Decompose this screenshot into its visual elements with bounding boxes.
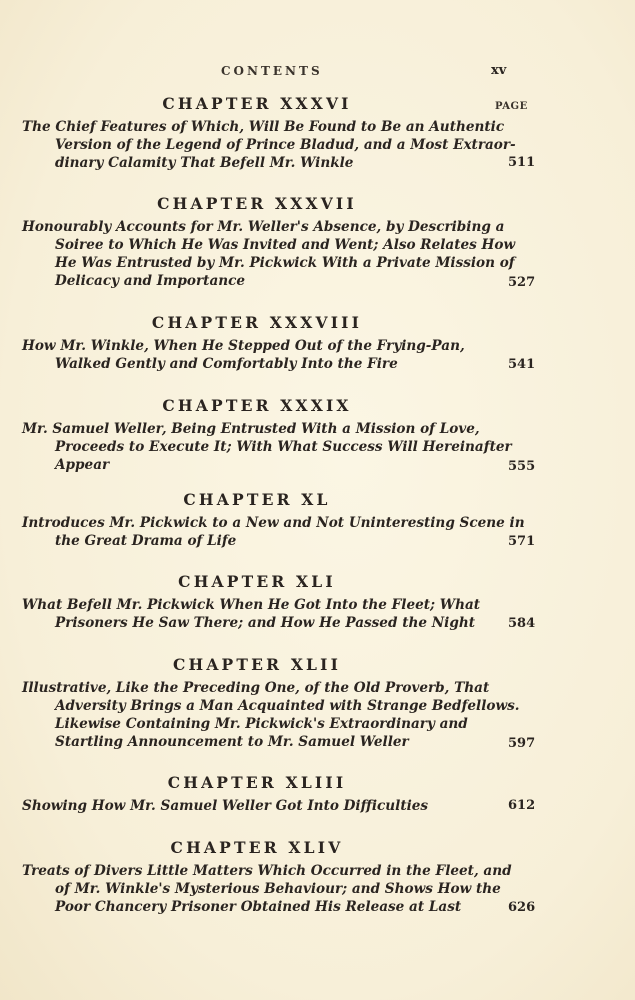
description-line: Appear xyxy=(55,457,110,473)
description-line: Delicacy and Importance xyxy=(55,273,246,289)
description-line: Proceeds to Execute It; With What Success Will Hereinafter xyxy=(55,439,512,455)
description-line: What Befell Mr. Pickwick When He Got Into the Fleet; What xyxy=(22,597,481,613)
chapter-description xyxy=(22,797,492,815)
description-line: Showing How Mr. Samuel Weller Got Into Difficulties xyxy=(22,798,429,814)
description-line: He Was Entrusted by Mr. Pickwick With a Private Mission of xyxy=(55,255,515,271)
chapter-entry-43 xyxy=(22,773,622,815)
chapter-description xyxy=(22,862,512,916)
chapter-page-number: 584 xyxy=(508,616,536,631)
chapter-heading: CHAPTER XXXVI xyxy=(162,94,352,113)
chapter-description xyxy=(22,118,516,172)
chapter-heading: CHAPTER XLI xyxy=(178,572,336,591)
chapter-page-number: 597 xyxy=(508,736,536,751)
chapter-entry-42 xyxy=(22,655,622,751)
description-line: Soiree to Which He Was Invited and Went; Also Relates How xyxy=(55,237,516,253)
description-line: Illustrative, Like the Preceding One, of the Old Proverb, That xyxy=(22,680,490,696)
chapter-page-number: 626 xyxy=(508,900,536,915)
description-line: The Chief Features of Which, Will Be Found to Be an Authentic xyxy=(22,119,505,135)
description-line: Poor Chancery Prisoner Obtained His Release at Last xyxy=(55,899,462,915)
chapter-heading: CHAPTER XXXIX xyxy=(162,396,352,415)
description-line: How Mr. Winkle, When He Stepped Out of the Frying-Pan, xyxy=(22,338,465,354)
description-line: Prisoners He Saw There; and How He Passed the Night xyxy=(55,615,475,631)
page-column-label: PAGE xyxy=(495,101,528,112)
chapter-entry-39 xyxy=(22,396,622,474)
running-head-page-number: xv xyxy=(491,63,507,78)
running-head-title: CONTENTS xyxy=(221,64,323,78)
chapter-heading: CHAPTER XLIII xyxy=(167,773,347,792)
description-line: of Mr. Winkle's Mysterious Behaviour; and Shows How the xyxy=(55,881,501,897)
chapter-entry-37 xyxy=(22,194,622,290)
description-line: Likewise Containing Mr. Pickwick's Extraordinary and xyxy=(55,716,468,732)
chapter-page-number: 571 xyxy=(508,534,536,549)
chapter-heading: CHAPTER XLII xyxy=(172,655,342,674)
description-line: Treats of Divers Little Matters Which Occurred in the Fleet, and xyxy=(22,863,512,879)
description-line: Honourably Accounts for Mr. Weller's Absence, by Describing a xyxy=(22,219,505,235)
chapter-description xyxy=(22,679,520,751)
chapter-description xyxy=(22,337,492,373)
chapter-page-number: 612 xyxy=(508,798,536,813)
description-line: Version of the Legend of Prince Bladud, and a Most Extraor- xyxy=(55,137,516,153)
description-line: the Great Drama of Life xyxy=(55,533,237,549)
chapter-page-number: 527 xyxy=(508,275,536,290)
chapter-description xyxy=(22,420,512,474)
chapter-entry-40 xyxy=(22,490,622,550)
chapter-heading: CHAPTER XXXVIII xyxy=(151,313,363,332)
chapter-page-number: 541 xyxy=(508,357,536,372)
running-head xyxy=(0,64,635,80)
description-line: Introduces Mr. Pickwick to a New and Not Uninteresting Scene in xyxy=(22,515,525,531)
chapter-entry-44 xyxy=(22,838,622,916)
chapter-page-number: 511 xyxy=(508,155,536,170)
chapter-description xyxy=(22,218,516,290)
chapter-entry-41 xyxy=(22,572,622,632)
description-line: Mr. Samuel Weller, Being Entrusted With a Mission of Love, xyxy=(22,421,480,437)
chapter-page-number: 555 xyxy=(508,459,536,474)
description-line: Startling Announcement to Mr. Samuel Weller xyxy=(55,734,409,750)
chapter-heading: CHAPTER XLIV xyxy=(170,838,344,857)
chapter-heading: CHAPTER XL xyxy=(183,490,331,509)
chapter-entry-36 xyxy=(22,94,622,172)
chapter-heading: CHAPTER XXXVII xyxy=(157,194,357,213)
description-line: dinary Calamity That Befell Mr. Winkle xyxy=(55,155,354,171)
description-line: Walked Gently and Comfortably Into the Fire xyxy=(55,356,398,372)
chapter-entry-38 xyxy=(22,313,622,373)
chapter-description xyxy=(22,596,492,632)
description-line: Adversity Brings a Man Acquainted with Strange Bedfellows. xyxy=(55,698,520,714)
